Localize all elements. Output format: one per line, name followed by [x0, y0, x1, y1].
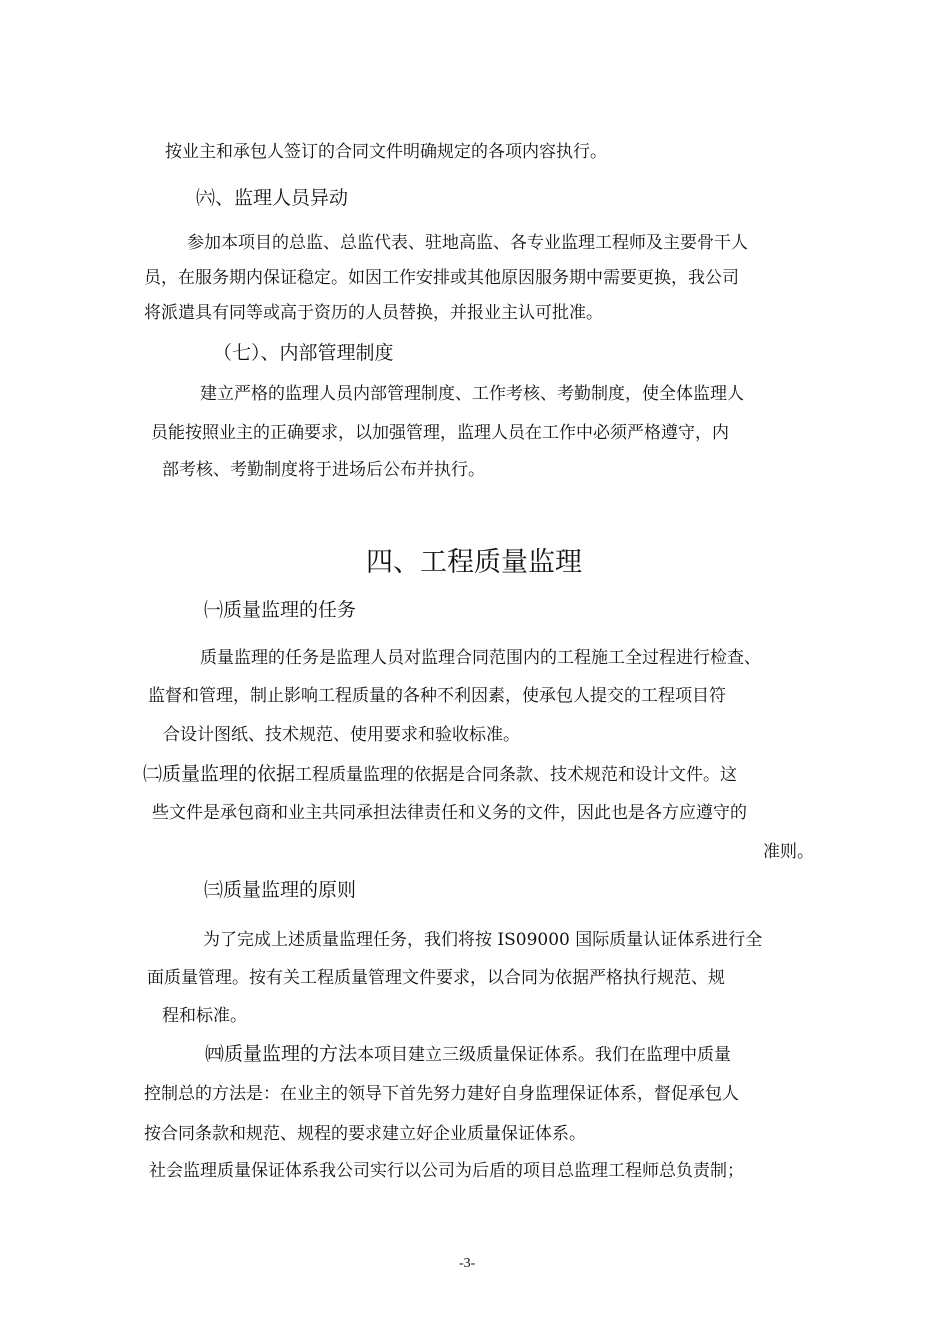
section-7-heading: （七）、内部管理制度 [213, 342, 394, 364]
task-line-3: 合设计图纸、技术规范、使用要求和验收标准。 [163, 725, 520, 745]
method-line-4: 社会监理质量保证体系我公司实行以公司为后盾的项目总监理工程师总负责制； [149, 1161, 744, 1181]
method-line-2: 控制总的方法是：在业主的领导下首先努力建好自身监理保证体系，督促承包人 [144, 1084, 739, 1104]
section-7-line-1: 建立严格的监理人员内部管理制度、工作考核、考勤制度，使全体监理人 [200, 384, 744, 404]
section-7-line-3: 部考核、考勤制度将于进场后公布并执行。 [162, 460, 485, 480]
basis-line-2: 些文件是承包商和业主共同承担法律责任和义务的文件，因此也是各方应遵守的 [152, 803, 747, 823]
principle-heading: ㈢质量监理的原则 [204, 879, 357, 901]
method-line-3: 按合同条款和规范、规程的要求建立好企业质量保证体系。 [144, 1124, 586, 1144]
method-line-1: 本项目建立三级质量保证体系。我们在监理中质量 [357, 1045, 732, 1065]
section-6-heading: ㈥、监理人员异动 [196, 187, 349, 209]
task-heading: ㈠质量监理的任务 [204, 599, 357, 621]
task-line-1: 质量监理的任务是监理人员对监理合同范围内的工程施工全过程进行检查、 [200, 648, 761, 668]
section-7-line-2: 员能按照业主的正确要求，以加强管理，监理人员在工作中必须严格遵守，内 [151, 423, 729, 443]
section-6-line-2: 员，在服务期内保证稳定。如因工作安排或其他原因服务期中需要更换，我公司 [144, 268, 739, 288]
section-6-line-3: 将派遣具有同等或高于资历的人员替换，并报业主认可批准。 [144, 303, 603, 323]
principle-line-2: 面质量管理。按有关工程质量管理文件要求，以合同为依据严格执行规范、规 [147, 968, 725, 988]
principle-line-1: 为了完成上述质量监理任务，我们将按 IS09000 国际质量认证体系进行全 [203, 930, 763, 950]
basis-line-1: 工程质量监理的依据是合同条款、技术规范和设计文件。这 [295, 765, 738, 785]
method-heading: ㈣质量监理的方法 [205, 1043, 358, 1065]
page-number: -3- [459, 1256, 476, 1271]
section-6-line-1: 参加本项目的总监、总监代表、驻地高监、各专业监理工程师及主要骨干人 [187, 233, 748, 253]
intro-line: 按业主和承包人签订的合同文件明确规定的各项内容执行。 [165, 142, 607, 162]
method-first-line [205, 1042, 731, 1067]
basis-first-line [143, 762, 737, 787]
principle-line-3: 程和标准。 [162, 1006, 247, 1026]
chapter-title: 四、工程质量监理 [366, 547, 582, 578]
basis-heading: ㈡质量监理的依据 [143, 763, 296, 785]
task-line-2: 监督和管理，制止影响工程质量的各种不利因素，使承包人提交的工程项目符 [148, 686, 726, 706]
basis-line-3: 准则。 [763, 842, 814, 862]
